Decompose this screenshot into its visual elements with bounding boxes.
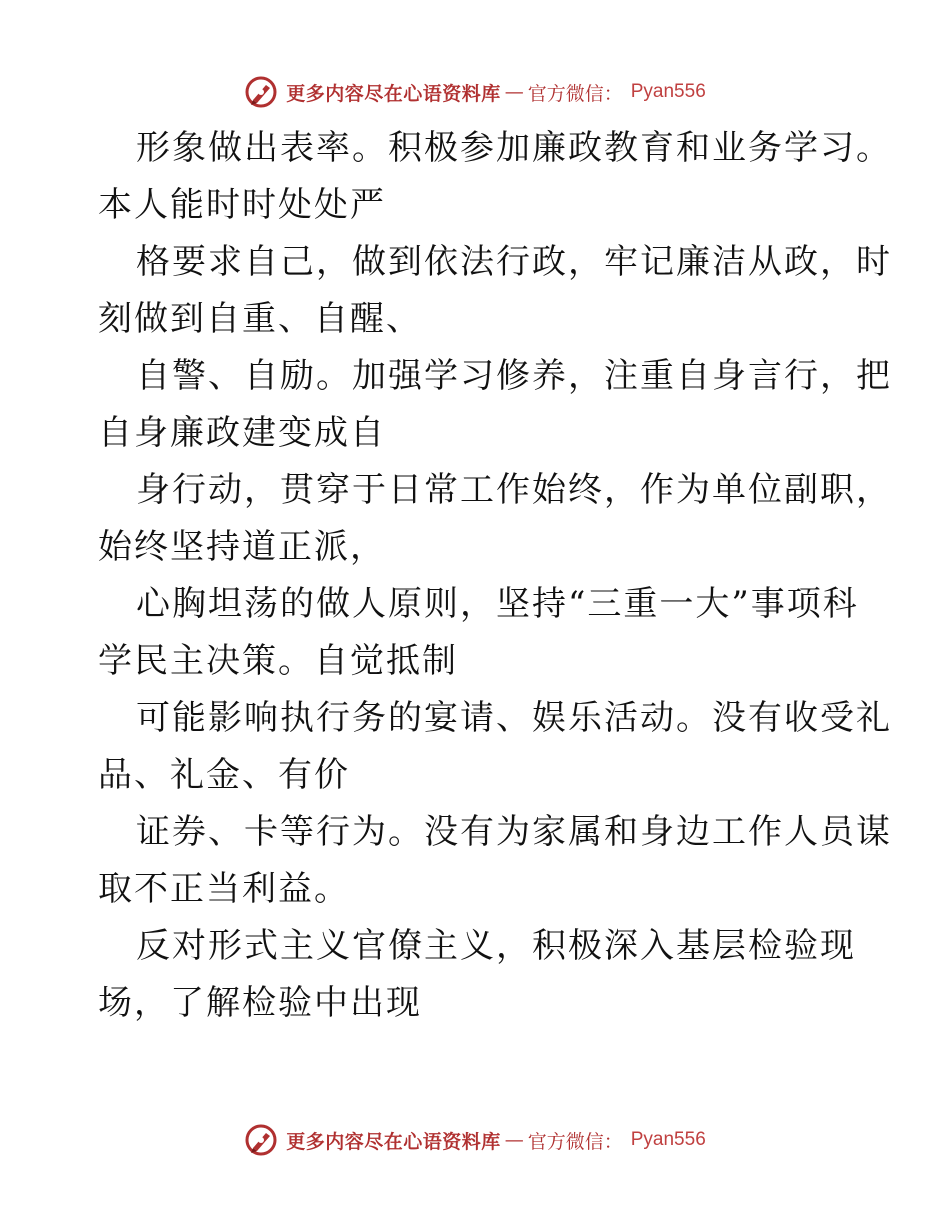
paragraph	[98, 576, 858, 690]
paragraph	[98, 234, 892, 348]
paragraph-line: 本人能时时处处严	[98, 185, 386, 225]
paragraph	[98, 120, 892, 234]
header-watermark	[0, 72, 950, 112]
watermark-site-text: 更多内容尽在心语资料库	[286, 82, 501, 105]
paragraph-line: 刻做到自重、自醒、	[98, 299, 422, 339]
paragraph	[98, 804, 892, 918]
watermark-wechat-id: Pyan556	[630, 81, 706, 102]
paragraph-line: 可能影响执行务的宴请、娱乐活动。没有收受礼	[136, 698, 892, 738]
pen-circle-logo-icon	[244, 75, 278, 109]
footer-watermark	[0, 1120, 950, 1160]
paragraph-line: 身行动，贯穿于日常工作始终，作为单位副职，	[136, 470, 892, 510]
watermark-separator: —	[504, 81, 524, 103]
paragraph-line: 取不正当利益。	[98, 869, 350, 909]
paragraph	[98, 690, 892, 804]
paragraph	[98, 918, 858, 1032]
paragraph-line: 心胸坦荡的做人原则，坚持“三重一大”事项科	[136, 584, 859, 624]
paragraph-line: 反对形式主义官僚主义，积极深入基层检验现	[136, 926, 856, 966]
pen-circle-logo-icon	[244, 1123, 278, 1157]
watermark-wechat-id: Pyan556	[630, 1129, 706, 1150]
paragraph-line: 自警、自励。加强学习修养，注重自身言行，把	[136, 356, 892, 396]
paragraph	[98, 462, 892, 576]
watermark-wechat-label: 官方微信：	[527, 1130, 623, 1153]
document-body	[98, 120, 892, 1032]
watermark-wechat-label: 官方微信：	[527, 82, 623, 105]
paragraph-line: 始终坚持道正派，	[98, 527, 386, 567]
watermark-site-text: 更多内容尽在心语资料库	[286, 1130, 501, 1153]
paragraph	[98, 348, 892, 462]
paragraph-line: 品、礼金、有价	[98, 755, 350, 795]
paragraph-line: 场，了解检验中出现	[98, 983, 422, 1023]
paragraph-line: 形象做出表率。积极参加廉政教育和业务学习。	[136, 128, 892, 168]
paragraph-line: 格要求自己，做到依法行政，牢记廉洁从政，时	[136, 242, 892, 282]
paragraph-line: 证券、卡等行为。没有为家属和身边工作人员谋	[136, 812, 892, 852]
watermark-separator: —	[504, 1129, 524, 1151]
paragraph-line: 学民主决策。自觉抵制	[98, 641, 458, 681]
paragraph-line: 自身廉政建变成自	[98, 413, 386, 453]
